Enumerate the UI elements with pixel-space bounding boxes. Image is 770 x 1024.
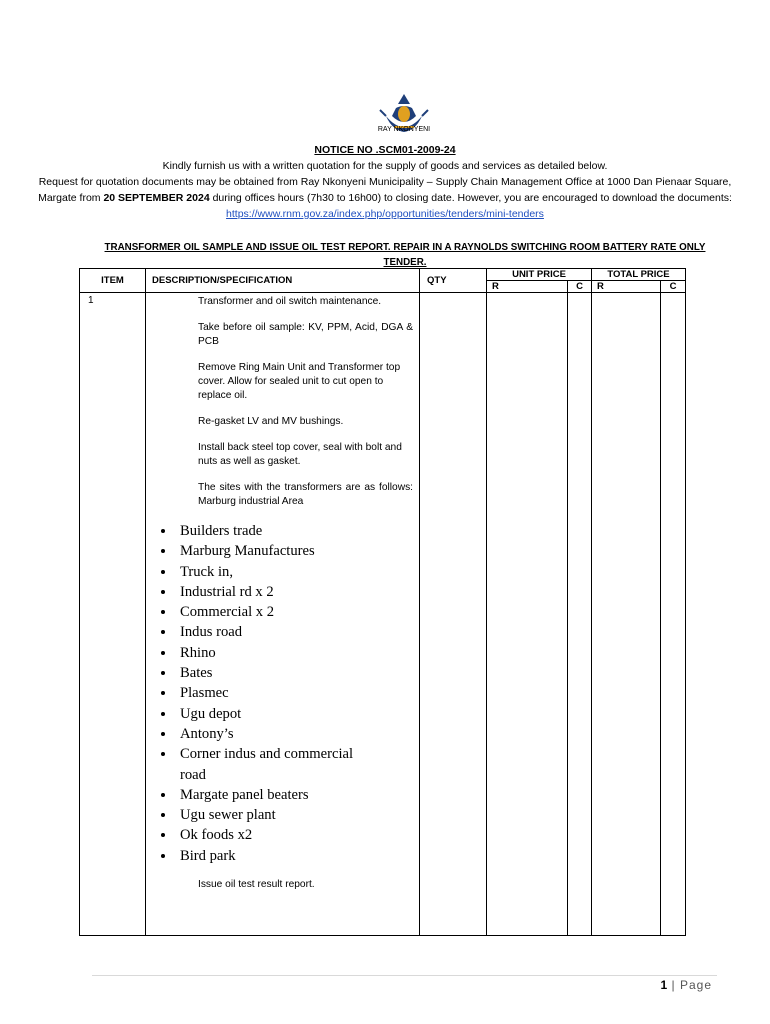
table-row (80, 293, 686, 936)
page-footer (600, 978, 712, 992)
footer-divider (92, 975, 717, 976)
spec-paragraph: Install back steel top cover, seal with bolt and nuts as well as gasket. (198, 442, 402, 467)
spec-paragraph: Remove Ring Main Unit and Transformer top cover. Allow for sealed unit to cut open to replace oil. (198, 362, 401, 401)
municipality-logo (372, 90, 436, 142)
list-item: • Indus road (176, 622, 413, 642)
list-item: • Bird park (176, 846, 413, 866)
header-unit-rand: R (487, 281, 568, 293)
description-cell (146, 293, 420, 936)
list-item: • Corner indus and commercial road (176, 744, 365, 785)
header-total-cents: C (661, 281, 686, 293)
closing-paragraph: Issue oil test result report. (198, 879, 315, 891)
spec-paragraph: Transformer and oil switch maintenance. (198, 296, 382, 307)
item-number: 1 (80, 293, 146, 936)
notice-number: NOTICE NO .SCM01-2009-24 (314, 144, 456, 156)
list-item: • Marburg Manufactures (176, 541, 413, 561)
list-item: • Bates (176, 663, 413, 683)
unit-price-cents-cell[interactable] (568, 293, 592, 936)
header-total-rand: R (592, 281, 661, 293)
list-item: • Margate panel beaters (176, 785, 413, 805)
header-total-price: TOTAL PRICE (592, 269, 686, 281)
header-qty: QTY (420, 269, 487, 293)
page-label: | Page (667, 978, 712, 992)
spec-paragraph: Re-gasket LV and MV bushings. (198, 416, 344, 427)
header-description: DESCRIPTION/SPECIFICATION (146, 269, 420, 293)
header-unit-price: UNIT PRICE (487, 269, 592, 281)
unit-price-rand-cell[interactable] (487, 293, 568, 936)
tender-title: TRANSFORMER OIL SAMPLE AND ISSUE OIL TEST REPORT. REPAIR IN A RAYNOLDS SWITCHING ROOM BATTERY RATE ONLY TENDER. (104, 242, 706, 268)
intro-line-1: Kindly furnish us with a written quotation for the supply of goods and services as detailed below. (162, 160, 608, 172)
list-item: • Rhino (176, 643, 413, 663)
qty-cell[interactable] (420, 293, 487, 936)
intro-line-2: Request for quotation documents may be obtained from Ray Nkonyeni Municipality – Supply Chain Management Office at 1000 Dan Pienaar Square, Margate from 20 SEPTEMBER 2024 during offices hours (7h30 to 16h00) to closing date. However, you are encouraged to download the documents: https://www.rnm.gov.za/index.php/opportunities/tenders/mini-tenders (38, 176, 732, 220)
total-price-rand-cell[interactable] (592, 293, 661, 936)
site-list (146, 521, 413, 866)
list-item: • Commercial x 2 (176, 602, 413, 622)
total-price-cents-cell[interactable] (661, 293, 686, 936)
tender-download-link[interactable]: https://www.rnm.gov.za/index.php/opportunities/tenders/mini-tenders (226, 208, 544, 220)
intro-date: 20 SEPTEMBER 2024 (103, 192, 210, 204)
spec-paragraph: The sites with the transformers are as follows: Marburg industrial Area (198, 482, 413, 507)
list-item: • Ok foods x2 (176, 825, 413, 845)
page-number: 1 (660, 978, 668, 992)
list-item: • Antony’s (176, 724, 413, 744)
list-item: • Ugu depot (176, 704, 413, 724)
list-item: • Truck in, (176, 562, 413, 582)
list-item: • Plasmec (176, 683, 413, 703)
spec-paragraph: Take before oil sample: KV, PPM, Acid, DGA & PCB (198, 322, 413, 347)
list-item: • Ugu sewer plant (176, 805, 413, 825)
list-item: • Industrial rd x 2 (176, 582, 413, 602)
header-item: ITEM (80, 269, 146, 293)
logo-text: RAY NKONYENI (377, 126, 431, 133)
intro-text (20, 158, 750, 222)
quotation-table (79, 268, 686, 936)
header-unit-cents: C (568, 281, 592, 293)
list-item: • Builders trade (176, 521, 413, 541)
